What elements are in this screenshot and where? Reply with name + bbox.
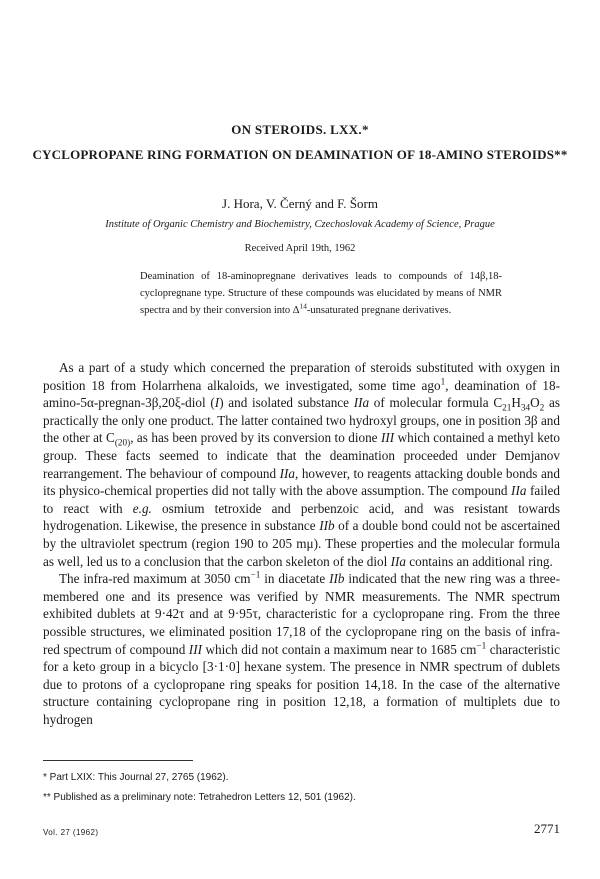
abstract: Deamination of 18-aminopregnane derivatives leads to compounds of 14β,18-cyclopregnane type. Structure of these compounds was elucidated by means of NMR spectra and by their conversion into $\Delta^{14}$-unsaturated pregnane derivatives. — [140, 271, 502, 316]
footnote-2: ** Published as a preliminary note: Tetrahedron Letters 12, 501 (1962). — [43, 792, 356, 803]
journal-volume: Vol. 27 (1962) — [43, 828, 99, 837]
paragraph-1: As a part of a study which concerned the preparation of steroids substituted with oxygen in position 18 from Holarrhena alkaloids, we investigated, some time ago$^1$, deamination of 18-amino-5α-pregnan-3β,20ξ-diol (I) and isolated substance IIa of molecular formula $C_{21}H_{34}O_2$ as practically the only one product. The latter contained two hydroxyl groups, one in position 3β and the other at $C_{(20)}$, as has been proved by its conversion to dione III which contained a methyl keto group. These facts seemed to indicate that the deamination proceeded under Demjanov rearrangement. The behaviour of compound IIa, however, to reagents attacking double bonds and its physico-chemical properties did not tally with the above assumption. The compound IIa failed to react with e.g. osmium tetroxide and perbenzoic acid, and was resistant towards hydrogenation. Likewise, the presence in substance IIb of a double bond could not be ascertained by the ultraviolet spectrum (region 190 to 205 mμ). These properties and the molecular formula as well, led us to a conclusion that the carbon skeleton of the diol IIa contains an additional ring. — [43, 360, 561, 569]
authors: J. Hora, V. Černý and F. Šorm — [222, 196, 378, 211]
body-text — [43, 359, 560, 728]
paragraph-2: The infra-red maximum at 3050 $cm^{-1}$ in diacetate IIb indicated that the new ring was a three-membered one and its presence was verified by NMR measurements. The NMR spectrum exhibited dublets at 9·42τ and at 9·95τ, characteristic for a cyclopropane ring. From the three possible structures, we eliminated position 17,18 of the cyclopropane ring on the basis of infra-red spectrum of compound III which did not contain a maximum near to 1685 $cm^{-1}$ characteristic for a keto group in a bicyclo [3·1·0] hexane system. The presence in NMR spectrum of dublets due to protons of a cyclopropane ring speaks for position 14,18. In the case of the alternative structure containing cyclopropane ring in position 12,18, a formation of multiplets due to hydrogen — [43, 569, 561, 727]
footnotes — [43, 768, 543, 808]
article-title: CYCLOPROPANE RING FORMATION ON DEAMINATION OF 18-AMINO STEROIDS** — [32, 147, 568, 162]
institute: Institute of Organic Chemistry and Biochemistry, Czechoslovak Academy of Science, Prague — [105, 219, 495, 230]
article-series-title: ON STEROIDS. LXX.* — [231, 122, 369, 137]
received-date: Received April 19th, 1962 — [244, 243, 356, 254]
footnote-divider — [43, 760, 193, 761]
footnote-1: * Part LXIX: This Journal 27, 2765 (1962). — [43, 772, 229, 783]
page-number: 2771 — [534, 821, 560, 836]
